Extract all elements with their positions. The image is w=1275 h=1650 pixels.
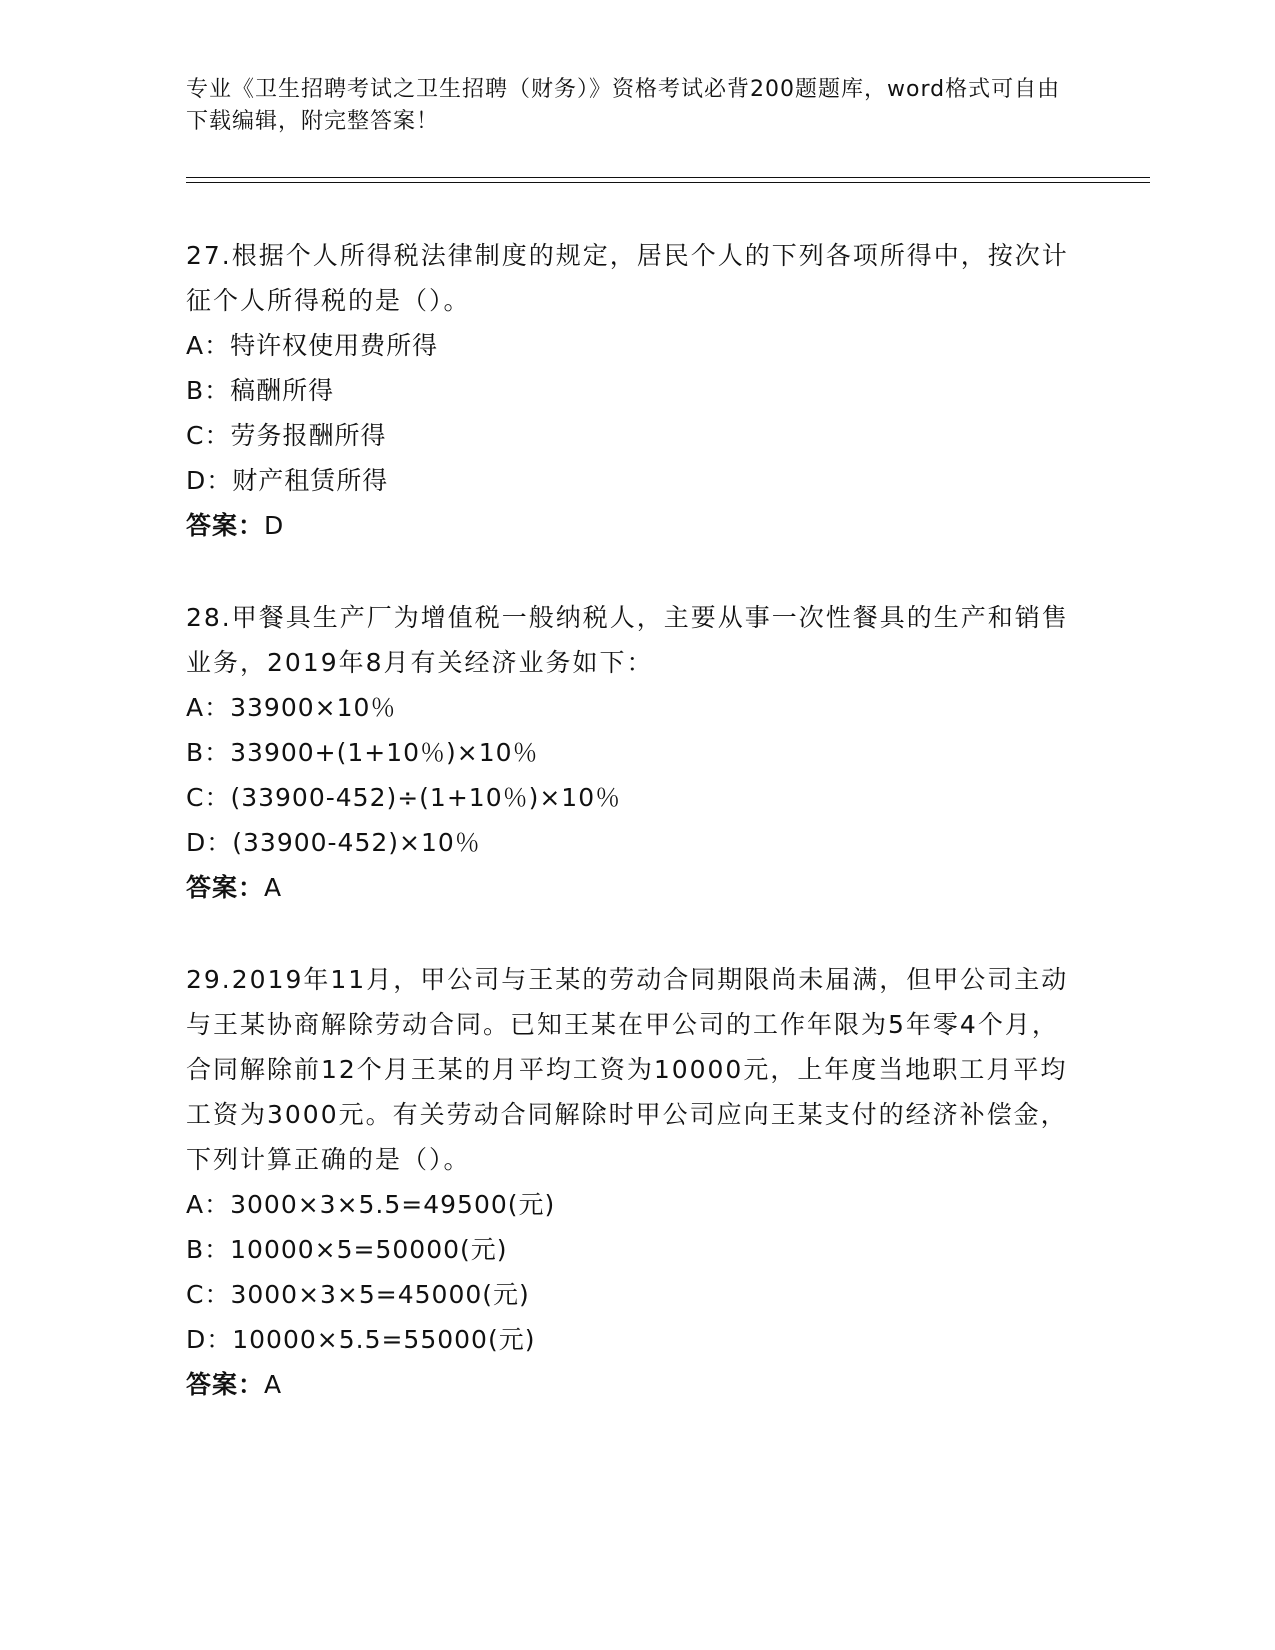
- header-divider-top: [186, 177, 1150, 178]
- answer-value: A: [264, 873, 283, 902]
- option-c: C：(33900-452)÷(1+10％)×10％: [186, 783, 622, 812]
- option-c: C：3000×3×5=45000(元): [186, 1280, 530, 1309]
- answer-value: D: [264, 511, 285, 540]
- option-b: B：33900+(1+10％)×10％: [186, 738, 539, 767]
- option-b: B：稿酬所得: [186, 376, 335, 405]
- option-a: A：3000×3×5.5=49500(元): [186, 1190, 556, 1219]
- answer-label: 答案：: [186, 873, 265, 902]
- header-divider-bottom: [186, 182, 1150, 183]
- option-d: D：10000×5.5=55000(元): [186, 1325, 536, 1354]
- option-a: A：特许权使用费所得: [186, 331, 439, 360]
- option-c: C：劳务报酬所得: [186, 421, 387, 450]
- option-a: A：33900×10％: [186, 693, 397, 722]
- answer-value: A: [264, 1370, 283, 1399]
- option-d: D：(33900-452)×10％: [186, 828, 481, 857]
- answer-label: 答案：: [186, 1370, 265, 1399]
- question-28: [186, 595, 1076, 910]
- document-header: 专业《卫生招聘考试之卫生招聘（财务）》资格考试必背200题题库，word格式可自由下载编辑，附完整答案！: [186, 77, 1061, 134]
- option-d: D：财产租赁所得: [186, 466, 389, 495]
- answer-line: [186, 865, 1076, 910]
- option-b: B：10000×5=50000(元): [186, 1235, 508, 1264]
- question-stem: 28.甲餐具生产厂为增值税一般纳税人，主要从事一次性餐具的生产和销售业务，2019年8月有关经济业务如下：: [186, 603, 1069, 677]
- question-29: [186, 957, 1076, 1407]
- question-stem: 27.根据个人所得税法律制度的规定，居民个人的下列各项所得中，按次计征个人所得税的是（）。: [186, 241, 1069, 315]
- question-stem: 29.2019年11月，甲公司与王某的劳动合同期限尚未届满，但甲公司主动与王某协商解除劳动合同。已知王某在甲公司的工作年限为5年零4个月，合同解除前12个月王某的月平均工资为10000元，上年度当地职工月平均工资为3000元。有关劳动合同解除时甲公司应向王某支付的经济补偿金，下列计算正确的是（）。: [186, 965, 1069, 1174]
- question-27: [186, 233, 1076, 548]
- answer-label: 答案：: [186, 511, 265, 540]
- answer-line: [186, 1362, 1076, 1407]
- answer-line: [186, 503, 1076, 548]
